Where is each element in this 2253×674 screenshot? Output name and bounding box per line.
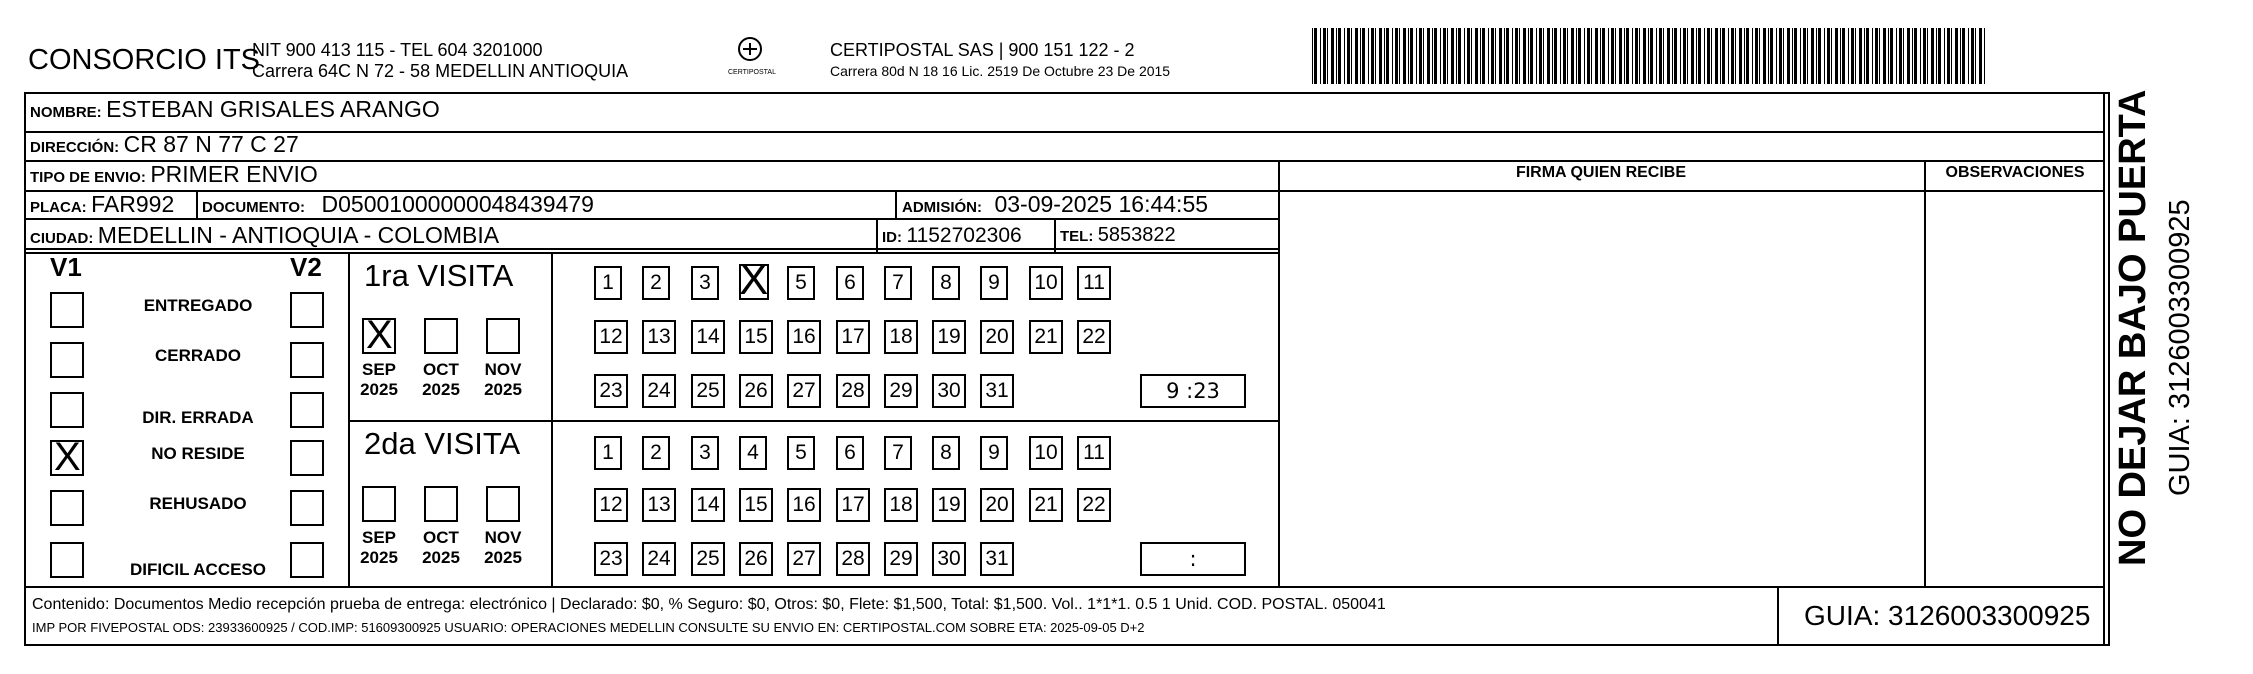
id-row bbox=[882, 224, 1022, 248]
day-checkbox[interactable]: 18 bbox=[884, 488, 918, 522]
v1-checkbox[interactable] bbox=[50, 542, 84, 578]
status-label: ENTREGADO bbox=[143, 296, 253, 315]
v2-checkbox[interactable] bbox=[290, 292, 324, 328]
day-checkbox[interactable]: 13 bbox=[642, 320, 676, 354]
col-line bbox=[1777, 586, 1779, 646]
month-checkbox[interactable] bbox=[424, 486, 458, 522]
month-name: SEP bbox=[361, 528, 397, 547]
month-name: OCT bbox=[423, 528, 459, 547]
first-visit-title: 1ra VISITA bbox=[364, 258, 514, 293]
carrier-line2: Carrera 80d N 18 16 Lic. 2519 De Octubre 23 De 2015 bbox=[830, 63, 1171, 79]
day-checkbox[interactable]: 7 bbox=[884, 436, 912, 470]
row-line bbox=[24, 218, 1278, 220]
day-checkbox[interactable]: 13 bbox=[642, 488, 676, 522]
day-checkbox[interactable]: 27 bbox=[787, 374, 821, 408]
month-name: NOV bbox=[484, 528, 522, 547]
v2-checkbox[interactable] bbox=[290, 542, 324, 578]
row-line bbox=[24, 160, 2104, 162]
month-name: NOV bbox=[484, 360, 522, 379]
month-label bbox=[481, 528, 525, 568]
direccion-row bbox=[30, 131, 299, 158]
tel-row bbox=[1060, 224, 1176, 247]
day-checkbox[interactable]: 27 bbox=[787, 542, 821, 576]
day-checkbox[interactable]: 16 bbox=[787, 320, 821, 354]
day-checkbox[interactable]: 28 bbox=[836, 374, 870, 408]
day-checkbox[interactable]: 5 bbox=[787, 266, 815, 300]
month-year: 2025 bbox=[422, 548, 460, 567]
month-name: OCT bbox=[423, 360, 459, 379]
documento-value: D05001000000048439479 bbox=[321, 191, 594, 217]
day-checkbox[interactable]: 25 bbox=[691, 542, 725, 576]
v1-checkbox[interactable] bbox=[50, 490, 84, 526]
month-label bbox=[357, 528, 401, 568]
day-checkbox[interactable]: 1 bbox=[594, 266, 622, 300]
v1-checkbox[interactable]: X bbox=[50, 440, 84, 476]
observaciones-header: OBSERVACIONES bbox=[1945, 164, 2085, 181]
admision-value: 03-09-2025 16:44:55 bbox=[994, 191, 1209, 217]
placa-row bbox=[30, 191, 174, 218]
row-line bbox=[24, 252, 1278, 254]
day-checkbox[interactable]: 9 bbox=[980, 266, 1008, 300]
direccion-label: DIRECCIÓN: bbox=[30, 139, 120, 156]
day-checkbox[interactable]: 5 bbox=[787, 436, 815, 470]
day-checkbox[interactable]: 23 bbox=[594, 542, 628, 576]
placa-value: FAR992 bbox=[91, 191, 175, 217]
day-checkbox[interactable]: 7 bbox=[884, 266, 912, 300]
status-label: DIR. ERRADA bbox=[142, 408, 254, 427]
day-checkbox[interactable]: 18 bbox=[884, 320, 918, 354]
day-checkbox[interactable]: 26 bbox=[739, 542, 773, 576]
day-checkbox[interactable]: 6 bbox=[836, 266, 864, 300]
month-year: 2025 bbox=[360, 380, 398, 399]
col-line bbox=[196, 190, 198, 218]
v2-checkbox[interactable] bbox=[290, 440, 324, 476]
v2-checkbox[interactable] bbox=[290, 490, 324, 526]
month-checkbox[interactable] bbox=[424, 318, 458, 354]
status-label: REHUSADO bbox=[149, 494, 247, 513]
v1-checkbox[interactable] bbox=[50, 392, 84, 428]
day-checkbox[interactable]: 31 bbox=[980, 374, 1014, 408]
visit-divider bbox=[348, 420, 1278, 422]
ciudad-row bbox=[30, 222, 499, 249]
day-checkbox[interactable]: 17 bbox=[836, 488, 870, 522]
day-checkbox[interactable]: 24 bbox=[642, 542, 676, 576]
v1-checkbox[interactable] bbox=[50, 292, 84, 328]
v2-checkbox[interactable] bbox=[290, 392, 324, 428]
barcode bbox=[1310, 28, 1990, 84]
day-checkbox[interactable]: 4 bbox=[739, 436, 767, 470]
admision-row bbox=[902, 191, 1208, 218]
ciudad-label: CIUDAD: bbox=[30, 230, 94, 247]
day-checkbox[interactable]: 24 bbox=[642, 374, 676, 408]
carrier-info bbox=[830, 40, 1170, 82]
v2-checkbox[interactable] bbox=[290, 342, 324, 378]
col-line bbox=[1054, 218, 1056, 252]
day-checkbox[interactable]: 14 bbox=[691, 488, 725, 522]
row-line bbox=[24, 131, 2104, 133]
month-checkbox[interactable] bbox=[486, 318, 520, 354]
tipo-label: TIPO DE ENVIO: bbox=[30, 169, 146, 186]
month-year: 2025 bbox=[484, 380, 522, 399]
month-year: 2025 bbox=[484, 548, 522, 567]
ciudad-value: MEDELLIN - ANTIOQUIA - COLOMBIA bbox=[97, 222, 500, 248]
footer-line bbox=[24, 586, 2104, 588]
nombre-value: ESTEBAN GRISALES ARANGO bbox=[106, 96, 440, 122]
day-checkbox[interactable]: 3 bbox=[691, 266, 719, 300]
month-checkbox[interactable] bbox=[486, 486, 520, 522]
day-checkbox[interactable]: 17 bbox=[836, 320, 870, 354]
time-field[interactable]: 9 :23 bbox=[1140, 374, 1246, 408]
col-line bbox=[876, 218, 878, 252]
nombre-row bbox=[30, 96, 440, 123]
day-checkbox[interactable]: 22 bbox=[1077, 320, 1111, 354]
day-checkbox[interactable]: 12 bbox=[594, 320, 628, 354]
status-label: CERRADO bbox=[155, 346, 241, 365]
day-checkbox[interactable]: 31 bbox=[980, 542, 1014, 576]
nombre-label: NOMBRE: bbox=[30, 104, 102, 121]
month-label bbox=[481, 360, 525, 400]
col-line bbox=[1278, 160, 1280, 586]
day-checkbox[interactable]: 11 bbox=[1077, 266, 1111, 300]
month-year: 2025 bbox=[422, 380, 460, 399]
month-name: SEP bbox=[361, 360, 397, 379]
day-checkbox[interactable]: 20 bbox=[980, 320, 1014, 354]
day-checkbox[interactable]: 15 bbox=[739, 320, 773, 354]
carrier-line1: CERTIPOSTAL SAS | 900 151 122 - 2 bbox=[830, 40, 1135, 60]
day-checkbox[interactable]: 30 bbox=[932, 374, 966, 408]
month-label bbox=[357, 360, 401, 400]
tipo-value: PRIMER ENVIO bbox=[150, 161, 318, 187]
day-checkbox[interactable]: 9 bbox=[980, 436, 1008, 470]
col-line bbox=[1924, 160, 1926, 586]
documento-row bbox=[202, 191, 594, 218]
footer-guia: GUIA: 3126003300925 bbox=[1804, 600, 2091, 631]
day-checkbox[interactable]: 23 bbox=[594, 374, 628, 408]
placa-label: PLACA: bbox=[30, 199, 87, 216]
col-line bbox=[551, 252, 553, 586]
col-line bbox=[895, 190, 897, 218]
month-year: 2025 bbox=[360, 548, 398, 567]
day-checkbox[interactable]: 16 bbox=[787, 488, 821, 522]
logo-text: CERTIPOSTAL bbox=[728, 69, 776, 76]
day-checkbox[interactable]: 20 bbox=[980, 488, 1014, 522]
firma-header: FIRMA QUIEN RECIBE bbox=[1515, 164, 1687, 181]
day-checkbox[interactable]: 11 bbox=[1077, 436, 1111, 470]
day-checkbox[interactable]: 2 bbox=[642, 266, 670, 300]
documento-label: DOCUMENTO: bbox=[202, 199, 306, 216]
day-checkbox[interactable]: 10 bbox=[1029, 266, 1063, 300]
tel-value: 5853822 bbox=[1097, 224, 1176, 246]
month-label bbox=[419, 528, 463, 568]
id-label: ID: bbox=[882, 229, 902, 246]
day-checkbox[interactable]: 19 bbox=[932, 488, 966, 522]
tipo-row bbox=[30, 161, 318, 188]
day-checkbox[interactable]: 2 bbox=[642, 436, 670, 470]
day-checkbox[interactable]: 15 bbox=[739, 488, 773, 522]
month-checkbox[interactable] bbox=[362, 486, 396, 522]
v1-header: V1 bbox=[50, 252, 82, 282]
month-checkbox[interactable]: X bbox=[362, 318, 396, 354]
day-checkbox[interactable]: 3 bbox=[691, 436, 719, 470]
footer-imp: IMP POR FIVEPOSTAL ODS: 23933600925 / COD.IMP: 51609300925 USUARIO: OPERACIONES MEDELLIN CONSULTE SU ENVIO EN: CERTIPOSTAL.COM SOBRE ETA: 2025-09-05 D+2 bbox=[32, 620, 1145, 635]
day-checkbox[interactable]: 30 bbox=[932, 542, 966, 576]
day-checkbox[interactable]: 19 bbox=[932, 320, 966, 354]
side-guia: GUIA: 3126003300925 bbox=[2164, 199, 2196, 496]
time-field[interactable]: : bbox=[1140, 542, 1246, 576]
direccion-value: CR 87 N 77 C 27 bbox=[123, 131, 299, 157]
col-line bbox=[348, 252, 350, 586]
certipostal-logo bbox=[728, 36, 776, 76]
month-label bbox=[419, 360, 463, 400]
side-warning: NO DEJAR BAJO PUERTA bbox=[2112, 89, 2154, 566]
company-line1: NIT 900 413 115 - TEL 604 3201000 bbox=[252, 40, 543, 60]
day-checkbox[interactable]: 14 bbox=[691, 320, 725, 354]
day-checkbox[interactable]: 8 bbox=[932, 266, 960, 300]
day-checkbox[interactable]: 21 bbox=[1029, 320, 1063, 354]
day-checkbox[interactable]: 25 bbox=[691, 374, 725, 408]
company-line2: Carrera 64C N 72 - 58 MEDELLIN ANTIOQUIA bbox=[252, 61, 629, 81]
day-checkbox[interactable]: 29 bbox=[884, 542, 918, 576]
day-checkbox[interactable]: 29 bbox=[884, 374, 918, 408]
day-checkbox[interactable]: X bbox=[739, 255, 769, 304]
day-checkbox[interactable]: 22 bbox=[1077, 488, 1111, 522]
day-checkbox[interactable]: 21 bbox=[1029, 488, 1063, 522]
second-visit-title: 2da VISITA bbox=[364, 426, 521, 461]
footer-content: Contenido: Documentos Medio recepción prueba de entrega: electrónico | Declarado: $0, % Seguro: $0, Otros: $0, Flete: $1,500, Total: $1,500. Vol.. 1*1*1. 0.5 1 Unid. COD. POSTAL. 050041 bbox=[32, 596, 1386, 613]
day-checkbox[interactable]: 10 bbox=[1029, 436, 1063, 470]
day-checkbox[interactable]: 26 bbox=[739, 374, 773, 408]
id-value: 1152702306 bbox=[906, 224, 1022, 247]
admision-label: ADMISIÓN: bbox=[902, 199, 982, 216]
day-checkbox[interactable]: 1 bbox=[594, 436, 622, 470]
v2-header: V2 bbox=[290, 252, 322, 282]
status-label: DIFICIL ACCESO bbox=[129, 560, 266, 579]
company-name: CONSORCIO ITS bbox=[28, 44, 261, 76]
day-checkbox[interactable]: 28 bbox=[836, 542, 870, 576]
day-checkbox[interactable]: 12 bbox=[594, 488, 628, 522]
day-checkbox[interactable]: 6 bbox=[836, 436, 864, 470]
status-label: NO RESIDE bbox=[151, 444, 245, 463]
v1-checkbox[interactable] bbox=[50, 342, 84, 378]
day-checkbox[interactable]: 8 bbox=[932, 436, 960, 470]
company-info bbox=[252, 40, 628, 82]
tel-label: TEL: bbox=[1060, 228, 1094, 245]
